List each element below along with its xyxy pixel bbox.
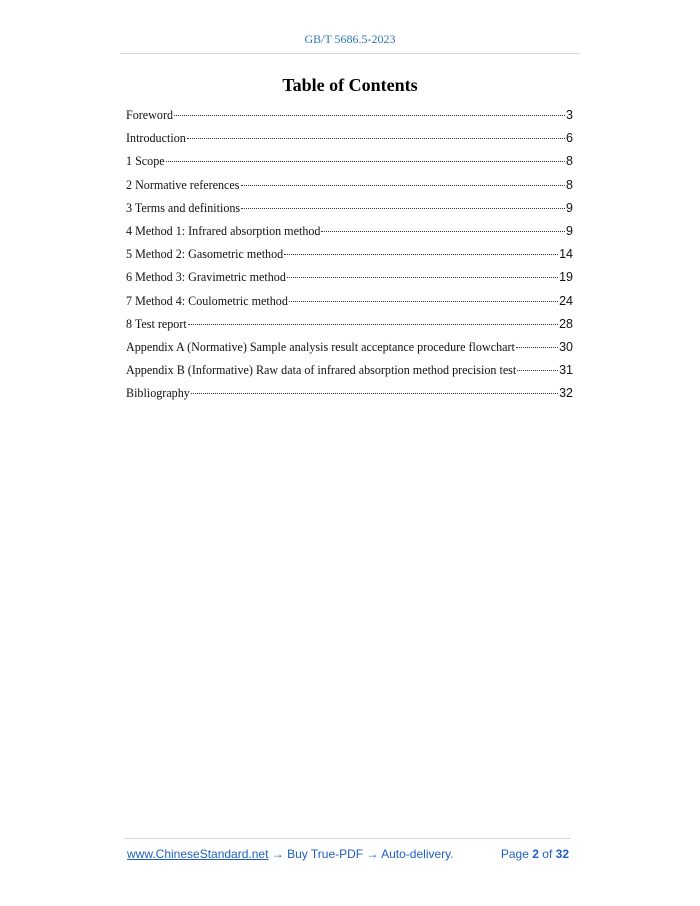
toc-entry-label: 8 Test report: [126, 316, 187, 331]
footer-promo: [127, 847, 454, 861]
toc-entry-label: 7 Method 4: Coulometric method: [126, 293, 288, 308]
toc-dot-leader: [287, 277, 558, 278]
current-page-number: 2: [532, 847, 539, 861]
toc-title: Table of Contents: [282, 75, 418, 95]
toc-entry[interactable]: [126, 108, 573, 131]
document-header: [0, 32, 700, 47]
toc-entry-page: 6: [566, 131, 573, 146]
toc-entry-page: 28: [559, 316, 573, 331]
document-footer: [127, 847, 569, 861]
toc-dot-leader: [166, 161, 565, 162]
toc-dot-leader: [187, 138, 565, 139]
toc-entry-label: 1 Scope: [126, 154, 165, 169]
toc-dot-leader: [516, 347, 558, 348]
toc-entry-page: 8: [566, 154, 573, 169]
toc-dot-leader: [517, 370, 558, 371]
toc-entry-page: 9: [566, 223, 573, 238]
toc-entry-label: 5 Method 2: Gasometric method: [126, 247, 284, 262]
toc-entry-label: 4 Method 1: Infrared absorption method: [126, 223, 321, 238]
toc-entry-label: Introduction: [126, 131, 186, 146]
toc-entry[interactable]: [126, 178, 573, 201]
toc-dot-leader: [289, 301, 558, 302]
toc-entry-page: 24: [559, 293, 573, 308]
promo-text: → Buy True-PDF → Auto-delivery.: [271, 847, 454, 861]
toc-dot-leader: [174, 115, 565, 116]
toc-list: [126, 108, 573, 409]
toc-entry[interactable]: [126, 270, 573, 293]
header-divider: [120, 53, 580, 54]
toc-entry-page: 9: [566, 200, 573, 215]
toc-dot-leader: [241, 185, 566, 186]
page-of-label: of: [542, 847, 553, 861]
footer-divider: [124, 838, 571, 839]
toc-entry[interactable]: [126, 317, 573, 340]
toc-entry[interactable]: [126, 340, 573, 363]
toc-entry[interactable]: [126, 294, 573, 317]
toc-entry-page: 19: [559, 270, 573, 285]
toc-entry[interactable]: [126, 154, 573, 177]
toc-dot-leader: [188, 324, 558, 325]
toc-entry-page: 14: [559, 247, 573, 262]
toc-entry-label: 2 Normative references: [126, 177, 240, 192]
total-pages-number: 32: [555, 847, 569, 861]
toc-entry[interactable]: [126, 131, 573, 154]
website-link[interactable]: www.ChineseStandard.net: [127, 847, 269, 861]
toc-entry-page: 30: [559, 339, 573, 354]
toc-entry-label: 6 Method 3: Gravimetric method: [126, 270, 286, 285]
toc-dot-leader: [284, 254, 558, 255]
toc-entry[interactable]: [126, 224, 573, 247]
toc-entry-label: 3 Terms and definitions: [126, 200, 241, 215]
page-label: Page: [500, 847, 529, 861]
toc-entry-page: 8: [566, 177, 573, 192]
toc-entry-label: Foreword: [126, 108, 174, 122]
toc-entry-page: 3: [566, 108, 573, 122]
toc-entry[interactable]: [126, 386, 573, 409]
toc-entry-label: Bibliography: [126, 386, 190, 401]
toc-entry-page: 32: [559, 386, 573, 401]
page-indicator: [501, 847, 569, 861]
toc-entry-page: 31: [559, 363, 573, 378]
toc-entry[interactable]: [126, 363, 573, 386]
toc-dot-leader: [321, 231, 565, 232]
toc-entry[interactable]: [126, 247, 573, 270]
standard-code: GB/T 5686.5-2023: [304, 32, 396, 46]
toc-dot-leader: [191, 393, 558, 394]
toc-entry[interactable]: [126, 201, 573, 224]
toc-entry-label: Appendix B (Informative) Raw data of infrared absorption method precision test: [126, 363, 517, 378]
toc-entry-label: Appendix A (Normative) Sample analysis result acceptance procedure flowchart: [126, 339, 515, 354]
toc-dot-leader: [241, 208, 565, 209]
